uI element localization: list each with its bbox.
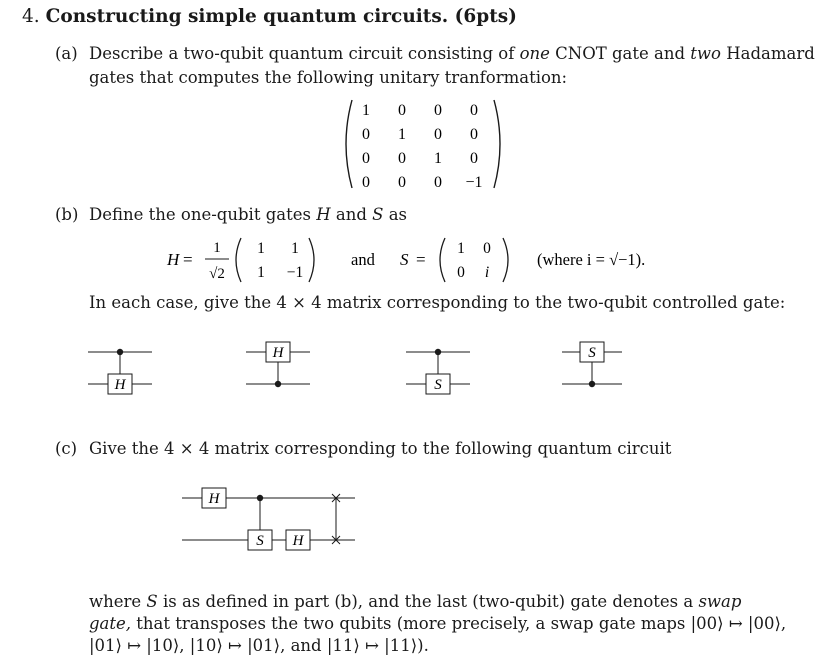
controlled-gate-circuits [80, 338, 640, 400]
where-line2-text: that transposes the two qubits (more precisely, a swap gate maps |00⟩ ↦ |00⟩, [136, 614, 787, 633]
part-b-line1 [89, 205, 407, 224]
matrix-entry: 0 [362, 174, 370, 191]
problem-heading [22, 6, 517, 27]
part-b-S: S [372, 205, 384, 224]
part-a-text: Describe a two-qubit quantum circuit consisting of [89, 44, 515, 63]
matrix-entry: 0 [434, 126, 442, 143]
part-c-where-line3: |01⟩ ↦ |10⟩, |10⟩ ↦ |01⟩, and |11⟩ ↦ |11⟩). [89, 636, 429, 655]
matrix-entry: 1 [291, 240, 299, 257]
circuit-controlled-H-bottom-control [246, 342, 310, 387]
matrix-entry: 1 [457, 240, 465, 257]
problem-title: Constructing simple quantum circuits. (6pts) [45, 6, 517, 27]
matrix-entry: 0 [483, 240, 491, 257]
gate-label: S [434, 377, 442, 393]
part-a-text-mid: CNOT gate and [555, 44, 686, 63]
control-dot [275, 381, 281, 387]
S-right-paren [503, 238, 508, 282]
part-a-line2: gates that computes the following unitary tranformation: [89, 68, 568, 87]
eq-S-symbol: S [400, 250, 409, 269]
where-text-mid: is as defined in part (b), and the last (two-qubit) gate denotes a [162, 592, 694, 611]
right-paren [494, 100, 500, 188]
unitary-matrix [338, 96, 508, 192]
circuit-controlled-S-bottom-control [562, 342, 622, 387]
gate-label: H [114, 377, 126, 393]
frac-numerator: 1 [213, 240, 221, 256]
H-left-paren [236, 238, 241, 282]
matrix-entry: 0 [434, 102, 442, 119]
part-b-as: as [388, 205, 408, 224]
part-b-text: Define the one-qubit gates [89, 205, 311, 224]
defs-and: and [351, 250, 375, 269]
part-b-label: (b) [55, 205, 79, 224]
where-i-note: (where i = √−1). [537, 250, 646, 269]
matrix-entry: −1 [465, 174, 483, 191]
hadamard-gate-top-label: H [208, 491, 220, 507]
H-matrix-cells [257, 240, 303, 281]
matrix-entry: 0 [470, 150, 478, 167]
where-S: S [146, 592, 158, 611]
gate-label: S [588, 345, 596, 361]
part-a-label: (a) [55, 44, 78, 63]
controlled-s-gate-label: S [256, 533, 264, 549]
matrix-entry: 0 [362, 150, 370, 167]
hadamard-gate-bottom-label: H [292, 533, 304, 549]
matrix-entry: 1 [257, 240, 265, 257]
matrix-entry: 1 [257, 264, 265, 281]
matrix-entry: 0 [362, 126, 370, 143]
part-a-one: one [519, 44, 550, 63]
frac-denominator: √2 [209, 266, 225, 282]
matrix-entry: 0 [457, 264, 465, 281]
part-c-text: Give the 4 × 4 matrix corresponding to the following quantum circuit [89, 439, 672, 458]
circuit-controlled-S-top-control [406, 349, 470, 394]
matrix-entry: 0 [398, 174, 406, 191]
left-paren [346, 100, 352, 188]
matrix-entry: 1 [434, 150, 442, 167]
matrix-entry: 1 [398, 126, 406, 143]
swap-word: swap [698, 592, 742, 611]
part-a-line1 [89, 44, 815, 63]
matrix-entry: 1 [362, 102, 370, 119]
problem-number: 4. [22, 6, 40, 27]
matrix-entry: −1 [286, 264, 304, 281]
gate-word: gate, [89, 614, 132, 633]
part-a-two: two [690, 44, 721, 63]
S-matrix-cells [457, 240, 491, 281]
matrix-entry: 0 [398, 102, 406, 119]
eq-H-symbol: H [167, 250, 180, 269]
H-right-paren [309, 238, 314, 282]
where-text: where [89, 592, 142, 611]
part-a-text-post: Hadamard [726, 44, 815, 63]
part-c-where-line2 [89, 614, 786, 633]
gate-label: H [272, 345, 284, 361]
control-dot [589, 381, 595, 387]
matrix-entry: i [484, 264, 490, 281]
matrix-entry: 0 [470, 102, 478, 119]
part-c-circuit [180, 484, 360, 556]
gate-definitions [165, 232, 685, 288]
S-left-paren [440, 238, 445, 282]
eq-S-equals: = [416, 250, 426, 269]
matrix-entry: 0 [470, 126, 478, 143]
matrix-entry: 0 [398, 150, 406, 167]
part-c-label: (c) [55, 439, 78, 458]
matrix-entry: 0 [434, 174, 442, 191]
matrix-cells [362, 102, 483, 191]
part-b-and: and [335, 205, 367, 224]
part-c-where-line1 [89, 592, 741, 611]
part-b-H: H [316, 205, 331, 224]
circuit-controlled-H-top-control [88, 349, 152, 394]
part-b-instruction: In each case, give the 4 × 4 matrix corresponding to the two-qubit controlled gate: [89, 293, 786, 312]
eq-H-equals: = [183, 250, 193, 269]
